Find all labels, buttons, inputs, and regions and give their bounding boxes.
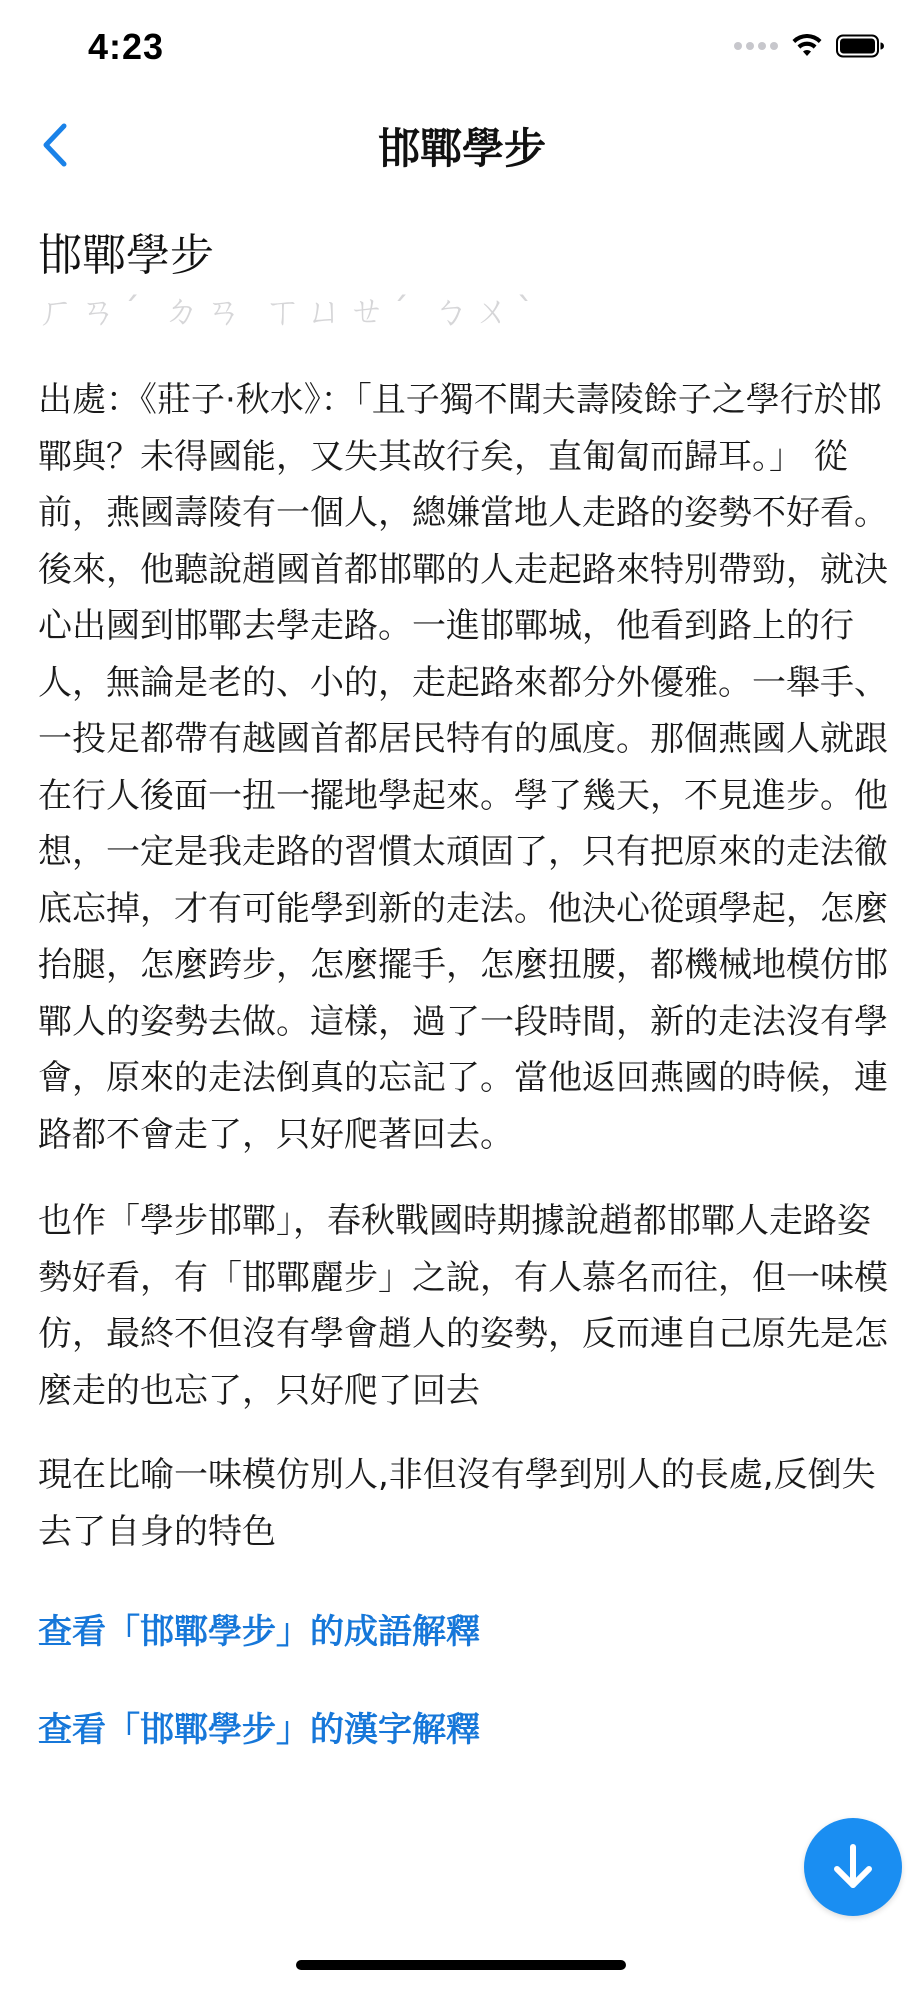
idiom-explanation-link[interactable]: 查看「邯鄲學步」的成語解釋 [38, 1612, 480, 1652]
hanzi-explanation-link[interactable]: 查看「邯鄲學步」的漢字解釋 [38, 1710, 480, 1750]
status-icons [734, 34, 884, 58]
cellular-signal-icon [734, 42, 778, 50]
status-time: 4:23 [88, 26, 165, 67]
note-paragraph: 也作「學步邯鄲」，春秋戰國時期據說趙都邯鄲人走路姿勢好看，有「邯鄲麗步」之說，有人慕名而往，但一味模仿，最終不但沒有學會趙人的姿勢，反而連自己原先是怎麼走的也忘了，只好爬了回去 [38, 1201, 888, 1411]
battery-icon [836, 34, 884, 58]
home-indicator [296, 1960, 626, 1970]
meaning-paragraph: 現在比喻一味模仿別人,非但沒有學到別人的長處,反倒失去了自身的特色 [38, 1455, 876, 1552]
idiom-zhuyin: ㄏㄢˊ ㄉㄢ ㄒㄩㄝˊ ㄅㄨˋ [38, 291, 541, 332]
origin-paragraph: 出處：《莊子·秋水》：「且子獨不聞夫壽陵餘子之學行於邯鄲與？未得國能，又失其故行矣，直匍匐而歸耳。」 從前，燕國壽陵有一個人，總嫌當地人走路的姿勢不好看。後來，他聽說趙國首都邯鄲的人走起路來特別帶勁，就決心出國到邯鄲去學走路。一進邯鄲城，他看到路上的行人，無論是老的、小的，走起路來都分外優雅。一舉手、一投足都帶有越國首都居民特有的風度。那個燕國人就跟在行人後面一扭一擺地學起來。學了幾天，不見進步。他想，一定是我走路的習慣太頑固了，只有把原來的走法徹底忘掉，才有可能學到新的走法。他決心從頭學起，怎麼抬腿，怎麼跨步，怎麼擺手，怎麼扭腰，都機械地模仿邯鄲人的姿勢去做。這樣，過了一段時間，新的走法沒有學會，原來的走法倒真的忘記了。當他返回燕國的時候，連路都不會走了，只好爬著回去。 [38, 380, 888, 1155]
entry-content [38, 228, 894, 1754]
scroll-down-button[interactable] [804, 1818, 902, 1916]
nav-title: 邯鄲學步 [377, 124, 546, 173]
wifi-icon [792, 34, 822, 58]
navigation-bar [0, 100, 924, 190]
status-bar [0, 0, 924, 100]
arrow-down-icon [830, 1842, 876, 1892]
idiom-title: 邯鄲學步 [38, 230, 214, 281]
